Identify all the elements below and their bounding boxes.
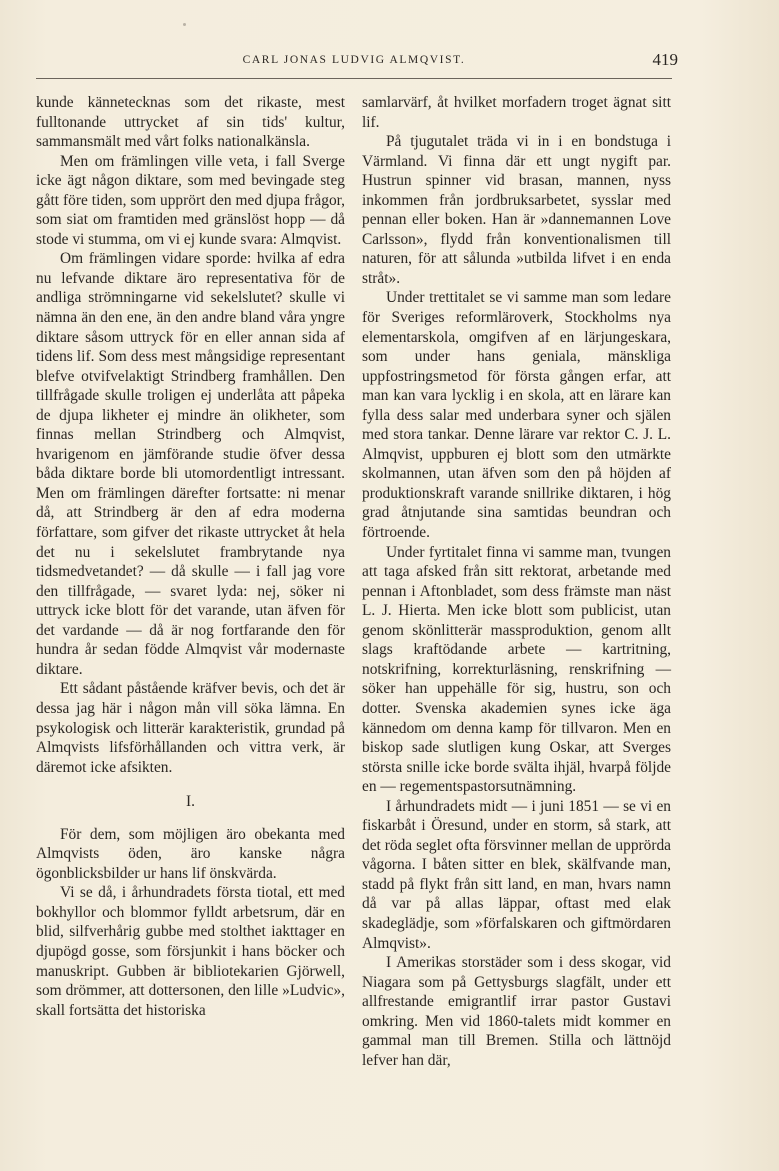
paragraph: Vi se då, i århundradets första tiotal, ett med bokhyllor och blommor fylldt arbetsrum, där en blid, silfverhårig gubbe med stolthet iakttager en djupögd gosse, som försjunkit i hans böcker och manuskript. Gubben är bibliotekarien Gjörwell, som drömmer, att dottersonen, den lille »Ludvic», skall fortsätta det historiska	[36, 884, 345, 1019]
running-title: CARL JONAS LUDVIG ALMQVIST.	[242, 54, 466, 66]
page-number: 419	[652, 50, 678, 69]
paragraph: Under trettitalet se vi samme man som ledare för Sveriges reformläroverk, Stockholms nya elementarskola, omgifven af en lärjungeskara, som under hans geniala, mänskliga uppfostringsmetod för första gången erfar, att man kan vara lycklig i en skola, att en lärare kan fylla dess salar med underbara syner och själen med stora tankar. Denne lärare var rektor C. J. L. Almqvist, uppburen ej blott som den utmärkte skolmannen, utan äfven som den på höjden af produktionskraft varande snillrike diktaren, i hög grad åtnjutande sina samtidas beundran och förtroende.	[362, 289, 671, 542]
paragraph: I århundradets midt — i juni 1851 — se vi en fiskarbåt i Öresund, under en storm, så stark, att det röda seglet ofta försvinner mellan de upprörda vågorna. I båten sitter en blek, skälfvande man, stadd på flykt från sitt land, en man, hvars namn då var på allas läppar, oftast med elak skadeglädje, som »förfalskaren och giftmördaren Almqvist».	[362, 797, 671, 952]
page-header	[36, 50, 678, 72]
paragraph: Men om främlingen ville veta, i fall Sverge icke ägt någon diktare, som med bevingade steg gått före tiden, som upprört den med djupa frågor, som siat om framtiden med gränslöst hopp — då stode vi stumma, om vi ej kunde svara: Almqvist.	[36, 152, 345, 248]
paper-speck	[183, 23, 186, 26]
paragraph: Ett sådant påstående kräfver bevis, och det är dessa jag här i någon mån vill söka lämna. En psykologisk och litterär karakteristik, grundad på Almqvists lifsförhållanden och vittra verk, är däremot icke afsikten.	[36, 680, 345, 776]
paragraph: samlarvärf, åt hvilket morfadern troget ägnat sitt lif.	[362, 94, 671, 131]
left-column	[36, 93, 345, 1020]
header-rule	[36, 78, 672, 79]
paragraph: I Amerikas storstäder som i dess skogar, vid Niagara som på Gettysburgs slagfält, under ett allfrestande emigrantlif irrar pastor Gustavi omkring. Men vid 1860-talets midt kommer en gammal man till Bremen. Stilla och lättnöjd lefver han där,	[362, 954, 671, 1069]
paragraph: Under fyrtitalet finna vi samme man, tvungen att taga afsked från sitt rektorat, arbetande med pennan i Aftonbladet, som dess främste man näst L. J. Hierta. Men icke blott som publicist, utan genom skönlitterär massproduktion, genom allt slags kraftödande arbete — kartritning, notskrifning, korrekturläsning, renskrifning — söker han uppehälle för sig, hustru, son och dotter. Svenska akademien synes icke äga kännedom om denna kamp för tillvaron. Men en biskop sade slutligen kung Oskar, att Sverges största snille icke borde svälta ihjäl, hvarpå följde en — regementspastorsutnämning.	[362, 543, 671, 796]
section-heading: I.	[186, 793, 195, 811]
right-column	[362, 93, 671, 1070]
paragraph: För dem, som möjligen äro obekanta med Almqvists öden, äro kanske några ögonblicksbilder ur hans lif önskvärda.	[36, 825, 345, 882]
paragraph: Om främlingen vidare sporde: hvilka af edra nu lefvande diktare äro representativa för de andliga strömningarne vid sekelslutet? skulle vi nämna än den ene, än den andre bland våra yngre diktare såsom uttryck för en eller annan sida af tidens lif. Som dess mest mångsidige representant blefve otvifvelaktigt Strindberg framhållen. Den tillfrågade skulle troligen ej underlåta att påpeka de djupa likheter ej mindre än olikheter, som finnas mellan Strindberg och Almqvist, hvarigenom en jämförande studie öfver dessa båda diktare borde bli utomordentligt intressant. Men om främlingen därefter fortsatte: ni menar då, att Strindberg är den af edra moderna författare, som gifver det rikaste uttrycket åt hela det nu i sekelslutet frambrytande nya tidsmedvetandet? — då skulle — i fall jag vore den tillfrågade, — svaret lyda: nej, söker ni uttryck icke blott för det varande, utan äfven för det vardande — då är nog fortfarande den för hundra år sedan födde Almqvist vår modernaste diktare.	[36, 250, 345, 678]
paragraph: kunde kännetecknas som det rikaste, mest fulltonande uttrycket af sin tids' kultur, sammansmält med vårt folks nationalkänsla.	[36, 94, 345, 151]
paragraph: På tjugutalet träda vi in i en bondstuga i Värmland. Vi finna där ett ungt nygift par. Hustrun spinner vid brasan, mannen, nyss inkommen från jordbruksarbetet, sysslar med pennan eller boken. Han är »dannemannen Love Carlsson», flydd från konventionalismen till naturen, för att sålunda »utbilda lifvet i en enda stråt».	[362, 133, 671, 287]
